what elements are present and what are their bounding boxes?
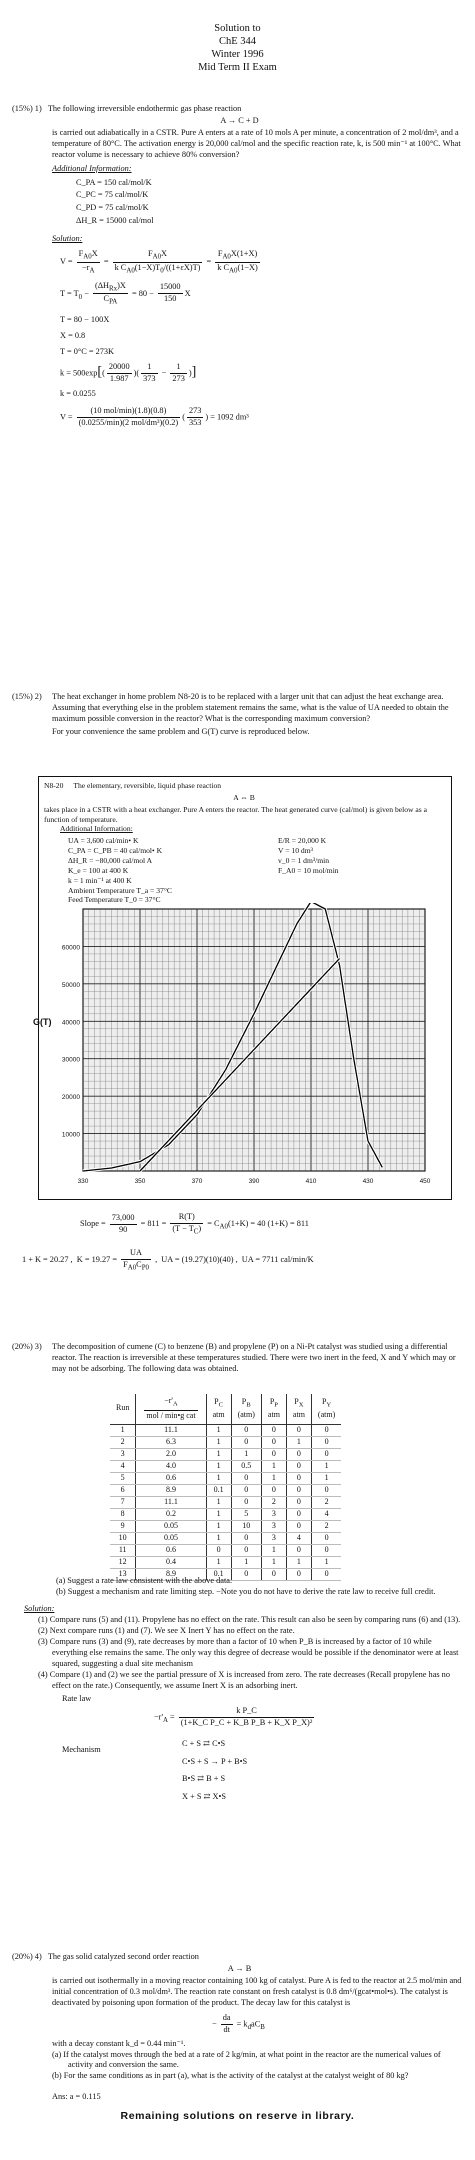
box-info-dhr: ΔH_R = −80,000 cal/mol A: [68, 856, 153, 866]
q2-answer: 1 + K = 20.27 , K = 19.27 = $\frac{UA}{F_{A0}C_{P0}}$ , UA = (19.27)(10)(40) , UA = 7711 cal/min/K: [22, 1248, 314, 1272]
q1-eq-temperature: $T = T_0$ − $\frac{(\Delta H_{Rx})X}{C_{PA}}$ = 80 − $\frac{15000}{150}$ X: [60, 280, 191, 306]
box-info-v0: v_0 = 1 dm³/min: [278, 856, 330, 866]
table-cell: 1: [286, 1556, 311, 1568]
table-cell: 1: [231, 1448, 261, 1460]
q2-slope: Slope = $\frac{73,000}{90}$ = 811 = $\frac{R(T)}{(T - T_C)}$ = $C_{A0}(1+K) = 40$ (1+K) = 811: [80, 1212, 309, 1236]
table-cell: 0: [311, 1436, 341, 1448]
box-info-left: [68, 836, 278, 905]
table-cell: 1: [206, 1448, 231, 1460]
table-cell: 1: [206, 1496, 231, 1508]
question-3: [12, 1342, 467, 1375]
problem-box-n8-20: [33, 776, 452, 1200]
q3-sol-4: (4) Compare (1) and (2) we see the partial pressure of X is increased from zero. The rate decreases (Recall propylene has no effect on the rate.) Consequently, we assume Inert X is an adsorbing inert.: [38, 1669, 450, 1690]
table-cell: 1: [206, 1460, 231, 1472]
box-info-right: [278, 836, 339, 905]
table-cell: 0: [261, 1448, 286, 1460]
q1-info-title: Additional Information:: [52, 163, 132, 173]
table-cell: 0.2: [136, 1508, 206, 1520]
table-cell: 1: [311, 1460, 341, 1472]
table-cell: 8.9: [136, 1568, 206, 1580]
th-px: $P_X$ atm: [286, 1394, 311, 1424]
th-pb: $P_B$ (atm): [231, 1394, 261, 1424]
box-info-title: Additional Information:: [60, 824, 133, 834]
table-cell: 1: [206, 1556, 231, 1568]
box-line2: takes place in a CSTR with a heat exchanger. Pure A enters the reactor. The heat generated curve (cal/mol) is given below as a function of temperature.: [44, 804, 427, 824]
y-tick-label: 10000: [61, 1131, 80, 1139]
q1-info-dhr: ΔH_R = 15000 cal/mol: [76, 216, 154, 226]
table-cell: 4: [110, 1460, 136, 1472]
table-cell: 11.1: [136, 1424, 206, 1436]
table-cell: 2: [110, 1436, 136, 1448]
q3-sol-3: (3) Compare runs (3) and (9), rate decreases by more than a factor of 10 when P_B is increased by a factor of 10 while everything else remains the same. The only way this degree of decrease would be possible if the denominator were at least squared, suggesting a dual site mechanism: [38, 1636, 459, 1668]
table-cell: 0.1: [206, 1484, 231, 1496]
table-cell: 0: [261, 1424, 286, 1436]
q3-part-b: (b) Suggest a mechanism and rate limiting step. −Note you do not have to derive the rate law to receive full credit.: [56, 1586, 436, 1596]
table-cell: 4: [286, 1532, 311, 1544]
table-cell: 8: [110, 1508, 136, 1520]
table-cell: 0: [286, 1508, 311, 1520]
table-cell: 3: [110, 1448, 136, 1460]
q1-step-t0: T = 0°C = 273K: [60, 346, 115, 356]
table-cell: 0: [311, 1484, 341, 1496]
table-cell: 0: [261, 1484, 286, 1496]
q1-stem: The following irreversible endothermic gas phase reaction: [47, 104, 242, 113]
table-cell: 0: [311, 1424, 341, 1436]
table-cell: 1: [206, 1424, 231, 1436]
table-row: [110, 1484, 341, 1496]
table-row: [110, 1424, 341, 1436]
q3-rate-law-label: Rate law: [62, 1693, 92, 1703]
q1-weight: (15%) 1): [12, 104, 42, 113]
x-tick-label: 370: [191, 1178, 203, 1185]
table-cell: 5: [110, 1472, 136, 1484]
table-cell: 10: [231, 1520, 261, 1532]
table-cell: 11.1: [136, 1496, 206, 1508]
q3-mech-3: B•S ⇄ B + S: [182, 1774, 226, 1784]
q3-rate-law: $-r'_A$ = $\frac{\text{k P\_C}}{\text{(1+K\_C P\_C + K\_B P\_B + K\_X P\_X)²}}$: [154, 1706, 313, 1728]
table-cell: 1: [261, 1544, 286, 1556]
q1-info-cpd: C_PD = 75 cal/mol/K: [76, 203, 149, 213]
table-cell: 0.5: [231, 1460, 261, 1472]
box-reaction: A ⇔ B: [233, 792, 255, 802]
q4-part-a: (a) If the catalyst moves through the bed at a rate of 2 kg/min, at what point in the reactor are the numerical values of activity and conversion the same.: [52, 2049, 441, 2070]
header-course: ChE 344: [218, 36, 257, 48]
q3-solution-title: Solution:: [24, 1604, 55, 1613]
table-cell: 3: [261, 1520, 286, 1532]
box-info-ua: UA = 3,600 cal/min• K: [68, 836, 139, 846]
table-cell: 0: [231, 1436, 261, 1448]
q3-data-table-wrap: [110, 1394, 341, 1581]
q1-info-cpc: C_PC = 75 cal/mol/K: [76, 190, 149, 200]
table-cell: 4: [311, 1508, 341, 1520]
table-cell: 0: [261, 1436, 286, 1448]
table-cell: 0: [311, 1568, 341, 1580]
q3-table-body: [110, 1424, 341, 1580]
q3-parts: [56, 1576, 456, 1598]
q3-mech-2: C•S + S → P + B•S: [182, 1756, 248, 1766]
table-cell: 0: [261, 1568, 286, 1580]
table-cell: 0: [286, 1460, 311, 1472]
table-cell: 0.6: [136, 1544, 206, 1556]
chart-ylabel: G(T): [33, 1017, 52, 1027]
q1-eq-volume: V = $\frac{F_{A0}X}{-r_A}$ = $\frac{F_{A0}X}{k C_{A0}(1-X)T_0/((1+\varepsilon X)T)}$ = $\frac{F_{A0}X(1+X)}{k C_{A0}(1-X)}$: [60, 249, 258, 275]
table-row: [110, 1508, 341, 1520]
box-info-ke: K_e = 100 at 400 K: [68, 865, 129, 875]
th-py: $P_Y$ (atm): [311, 1394, 341, 1424]
table-cell: 0: [311, 1544, 341, 1556]
y-tick-label: 40000: [61, 1019, 80, 1027]
q1-step-k: k = 0.0255: [60, 389, 96, 399]
table-cell: 1: [206, 1472, 231, 1484]
box-info-ta: Ambient Temperature T_a = 37°C: [68, 885, 172, 895]
y-tick-label: 50000: [61, 981, 80, 989]
table-cell: 1: [261, 1460, 286, 1472]
q1-step-x: X = 0.8: [60, 330, 86, 340]
q1-step-t: T = 80 − 100X: [60, 315, 110, 325]
table-cell: 1: [311, 1472, 341, 1484]
q2-text2: For your convenience the same problem and G(T) curve is reproduced below.: [52, 726, 310, 736]
box-info-er: E/R = 20,000 K: [278, 836, 327, 846]
q3-mech-4: X + S ⇄ X•S: [182, 1791, 227, 1801]
box-info-fa0: F_A0 = 10 mol/min: [278, 865, 339, 875]
table-cell: 1: [206, 1436, 231, 1448]
x-tick-label: 410: [305, 1178, 317, 1185]
box-line1: The elementary, reversible, liquid phase reaction: [73, 781, 222, 790]
q2-text: The heat exchanger in home problem N8-20 is to be replaced with a larger unit that can adjust the heat exchange area. Assuming that everything else in the problem statement remains the same, what is the value of UA needed to obtain the maximum possible conversion in the reactor? What is the corresponding maximum conversion?: [52, 691, 449, 723]
table-cell: 0: [206, 1544, 231, 1556]
q1-eq-final: V = $\frac{\text{(10 mol/min)(1.8)(0.8)}}{\text{(0.0255/min)(2 mol/dm³)(0.2)}}$ ( $\frac{273}{353}$ ) = 1092 dm³: [60, 406, 249, 428]
table-cell: 0.05: [136, 1532, 206, 1544]
table-row: [110, 1520, 341, 1532]
exam-header: [0, 22, 475, 75]
q4-reaction: A → B: [227, 1963, 252, 1973]
q3-weight: (20%) 3): [12, 1342, 42, 1351]
table-cell: 12: [110, 1556, 136, 1568]
x-tick-label: 430: [362, 1178, 374, 1185]
table-cell: 0: [311, 1448, 341, 1460]
q3-sol-2: (2) Next compare runs (1) and (7). We see X Inert Y has no effect on the rate.: [38, 1625, 295, 1635]
table-row: [110, 1448, 341, 1460]
q1-info-cpa: C_PA = 150 cal/mol/K: [76, 177, 152, 187]
table-cell: 0: [286, 1448, 311, 1460]
q3-rate-den: (1+K_C P_C + K_B P_B + K_X P_X)²: [180, 1718, 313, 1728]
table-row: [110, 1436, 341, 1448]
table-cell: 2: [311, 1496, 341, 1508]
q1-result: = 1092 dm³: [210, 412, 249, 422]
table-cell: 10: [110, 1532, 136, 1544]
table-cell: 1: [206, 1532, 231, 1544]
q3-mech-1: C + S ⇄ C•S: [182, 1739, 226, 1749]
table-cell: 2.0: [136, 1448, 206, 1460]
table-cell: 7: [110, 1496, 136, 1508]
table-cell: 5: [231, 1508, 261, 1520]
table-cell: 0: [231, 1568, 261, 1580]
q1-solution: [60, 249, 467, 429]
q2-weight: (15%) 2): [12, 692, 42, 701]
table-cell: 1: [311, 1556, 341, 1568]
q3-sol-1: (1) Compare runs (5) and (11). Propylene has no effect on the rate. This result can also be seen by comparing runs (6) and (13).: [38, 1614, 461, 1624]
y-tick-label: 30000: [61, 1056, 80, 1064]
gt-chart: [49, 903, 445, 1195]
table-cell: 0: [231, 1424, 261, 1436]
table-cell: 0: [231, 1544, 261, 1556]
q1-text: is carried out adiabatically in a CSTR. Pure A enters at a rate of 10 mols A per minute, a concentration of 2 mol/dm³, and a temperature of 80°C. The activation energy is 20,000 cal/mol and the specific reaction rate, k, is 500 min⁻¹ at 100°C. What reactor volume is necessary to achieve 80% conversion?: [52, 127, 461, 159]
table-cell: 0: [231, 1472, 261, 1484]
q4-answer: Ans: a = 0.115: [52, 2092, 101, 2102]
y-tick-label: 20000: [61, 1094, 80, 1102]
table-cell: 0: [286, 1424, 311, 1436]
table-row: [110, 1556, 341, 1568]
table-cell: 0.05: [136, 1520, 206, 1532]
y-tick-label: 60000: [61, 944, 80, 952]
table-cell: 0.4: [136, 1556, 206, 1568]
table-cell: 0: [286, 1568, 311, 1580]
q1-info-list: [76, 177, 467, 228]
table-cell: 4.0: [136, 1460, 206, 1472]
th-rate: $\frac{-r'_A}{\text{mol / min•g cat}}$: [136, 1394, 206, 1424]
x-tick-label: 330: [77, 1178, 89, 1185]
question-1: [12, 104, 467, 429]
th-run: Run: [110, 1394, 136, 1424]
box-info-v: V = 10 dm³: [278, 846, 313, 856]
table-cell: 0: [286, 1472, 311, 1484]
table-cell: 1: [110, 1424, 136, 1436]
question-2: [12, 692, 467, 738]
table-cell: 8.9: [136, 1484, 206, 1496]
q4-weight: (20%) 4): [12, 1952, 42, 1961]
x-tick-label: 450: [419, 1178, 431, 1185]
table-cell: 2: [311, 1520, 341, 1532]
table-cell: 1: [286, 1436, 311, 1448]
q3-text: The decomposition of cumene (C) to benzene (B) and propylene (P) on a Ni-Pt catalyst was studied using a differential reactor. The reaction is irreversible at these temperatures studied. There were two inert in the feed, X and Y which may or may not be adsorbing. The following data was obtained.: [52, 1341, 456, 1373]
table-cell: 2: [261, 1496, 286, 1508]
x-tick-label: 350: [134, 1178, 146, 1185]
q3-data-table: [110, 1394, 341, 1581]
th-pp: $P_P$ atm: [261, 1394, 286, 1424]
table-row: [110, 1472, 341, 1484]
th-pc: $P_C$ atm: [206, 1394, 231, 1424]
question-4: [12, 1952, 467, 2103]
table-row: [110, 1544, 341, 1556]
box-info-t0: Feed Temperature T_0 = 37°C: [68, 895, 161, 905]
box-info-k: k = 1 min⁻¹ at 400 K: [68, 875, 132, 885]
table-row: [110, 1460, 341, 1472]
header-term: Winter 1996: [211, 49, 264, 61]
q4-stem: The gas solid catalyzed second order reaction: [47, 1952, 199, 1961]
header-exam: Mid Term II Exam: [198, 62, 277, 74]
q4-decay-law: − $\frac{da}{dt}$ = $k_daC_B$: [212, 2012, 265, 2034]
table-cell: 1: [261, 1556, 286, 1568]
q3-mechanism: [182, 1735, 247, 1805]
table-cell: 6.3: [136, 1436, 206, 1448]
table-row: [110, 1496, 341, 1508]
q1-reaction: A → C + D: [220, 115, 259, 125]
header-line1: Solution to: [214, 23, 261, 34]
box-info-cp: C_PA = C_PB = 40 cal/mol• K: [68, 846, 163, 856]
table-cell: 0: [286, 1544, 311, 1556]
footer-note: Remaining solutions on reserve in library.: [120, 2110, 355, 2122]
table-cell: 3: [261, 1532, 286, 1544]
table-cell: 0.6: [136, 1472, 206, 1484]
table-cell: 0: [231, 1496, 261, 1508]
x-tick-label: 390: [248, 1178, 260, 1185]
table-cell: 0.1: [206, 1568, 231, 1580]
table-cell: 11: [110, 1544, 136, 1556]
table-cell: 13: [110, 1568, 136, 1580]
table-cell: 1: [261, 1472, 286, 1484]
table-cell: 0: [231, 1484, 261, 1496]
table-cell: 0: [286, 1496, 311, 1508]
table-cell: 9: [110, 1520, 136, 1532]
q3-part-a: (a) Suggest a rate law consistent with the above data.: [56, 1576, 233, 1585]
table-cell: 1: [206, 1508, 231, 1520]
q4-decay-const: with a decay constant k_d = 0.44 min⁻¹.: [52, 2038, 186, 2048]
table-cell: 6: [110, 1484, 136, 1496]
table-cell: 0: [286, 1520, 311, 1532]
q3-mech-label: Mechanism: [62, 1745, 101, 1755]
table-cell: 0: [311, 1532, 341, 1544]
table-cell: 0: [231, 1532, 261, 1544]
box-problem-id: N8-20: [44, 781, 64, 790]
table-cell: 3: [261, 1508, 286, 1520]
table-cell: 1: [206, 1520, 231, 1532]
q4-text: is carried out isothermally in a moving reactor containing 100 kg of catalyst. Pure A is fed to the reactor at 2.5 mol/min and initial concentration of 0.3 mol/dm³. The reaction rate constant on fresh catalyst is 0.8 dm⁶/(gcat•mol•s). The catalyst is deactivated by poisoning upon formation of the product. The decay law for this catalyst is: [52, 1975, 462, 2007]
q3-rate-num: k P_C: [179, 1706, 315, 1718]
q1-solution-title: Solution:: [52, 234, 83, 244]
table-cell: 0: [286, 1484, 311, 1496]
q3-solution: [24, 1604, 464, 1805]
q1-eq-k: k = 500exp[( $\frac{20000}{1.987}$ )( $\frac{1}{373}$ − $\frac{1}{273}$ )]: [60, 362, 197, 384]
table-row: [110, 1532, 341, 1544]
table-cell: 1: [231, 1556, 261, 1568]
q4-part-b: (b) For the same conditions as in part (a), what is the activity of the catalyst at the catalyst weight of 80 kg?: [52, 2071, 409, 2081]
